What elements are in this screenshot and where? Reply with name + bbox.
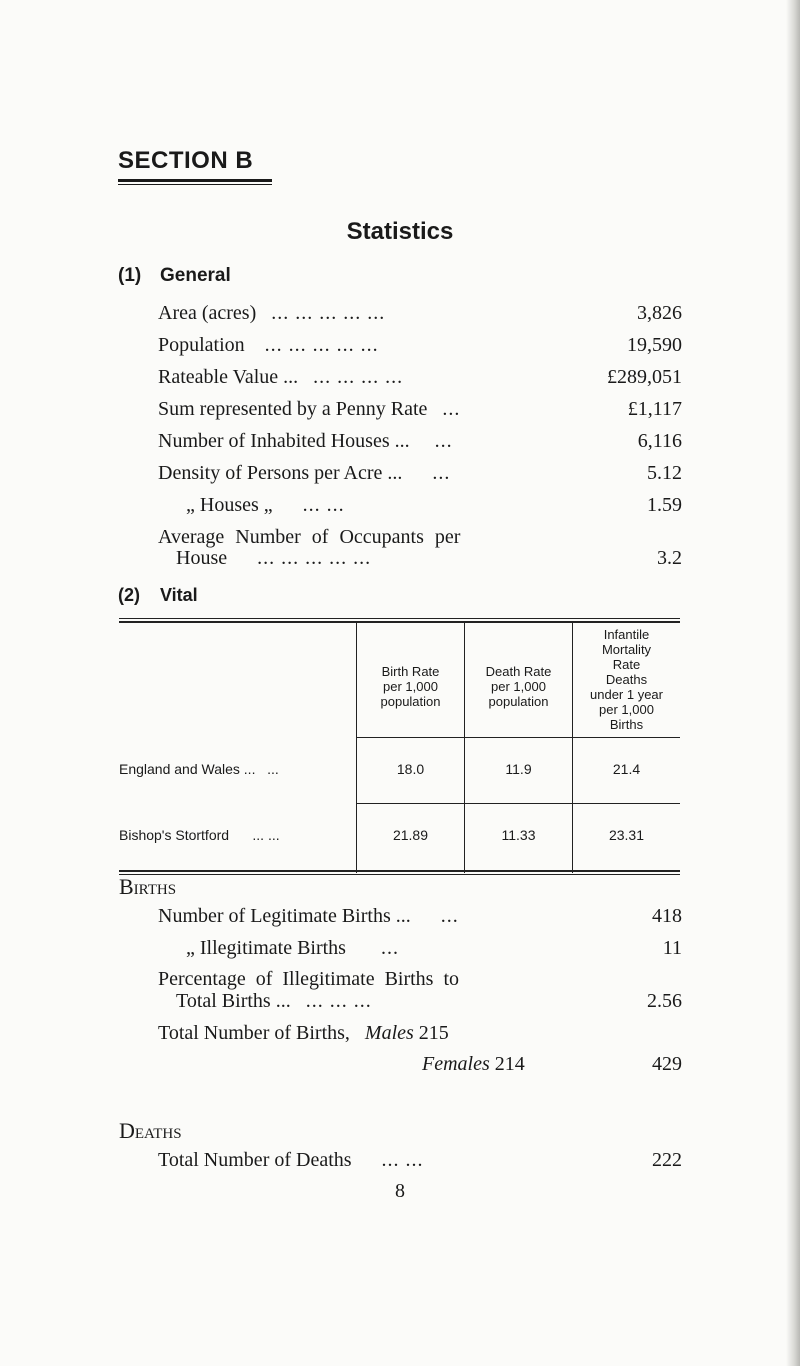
- row-value: 3.2: [657, 547, 682, 569]
- vital-number: (2): [118, 585, 140, 605]
- general-row-penny-rate: [158, 398, 682, 428]
- row-value: 429: [652, 1053, 682, 1075]
- header-line: Deaths: [605, 672, 648, 687]
- row-dots: ...: [380, 937, 399, 959]
- row-dots: ... ... ...: [305, 990, 372, 1012]
- row-value: 418: [652, 905, 682, 927]
- row-label: Percentage of Illegitimate Births to: [158, 968, 460, 990]
- row-label: Total Number of Births,: [158, 1022, 350, 1044]
- row-value: 222: [652, 1149, 682, 1171]
- header-line: per 1,000: [599, 702, 654, 717]
- row-value: 1.59: [647, 494, 682, 516]
- births-row-total-females: [158, 1053, 682, 1083]
- general-number: (1): [118, 265, 142, 286]
- cell-infantile-mortality: 21.4: [612, 761, 641, 777]
- row-label: Population: [158, 334, 245, 356]
- row-value: 19,590: [627, 334, 682, 356]
- row-label: House: [176, 547, 228, 569]
- general-row-area: [158, 302, 682, 332]
- general-row-density-persons: [158, 462, 682, 492]
- row-dots: ...: [432, 462, 451, 484]
- general-row-occupants-line2: [158, 547, 682, 577]
- header-line: Birth Rate: [381, 664, 440, 679]
- row-label: „ Illegitimate Births: [186, 937, 346, 959]
- section-underline: [118, 179, 272, 182]
- table-top-rule: [119, 621, 680, 623]
- cell-death-rate: 11.9: [505, 761, 532, 777]
- general-row-rateable-value: [158, 366, 682, 396]
- row-label: Number of Legitimate Births ...: [158, 905, 411, 927]
- row-dots: ... ... ... ... ...: [257, 547, 372, 569]
- header-line: under 1 year: [590, 687, 663, 702]
- page-heading: Statistics: [346, 218, 454, 245]
- row-dots: ... ...: [381, 1149, 424, 1171]
- row-label: „ Houses „: [186, 494, 273, 516]
- deaths-row-total: [158, 1149, 682, 1179]
- row-dots: ...: [267, 761, 279, 777]
- males-label: Males: [364, 1022, 414, 1044]
- vital-heading: [118, 585, 198, 606]
- births-row-legitimate: [158, 905, 682, 935]
- cell-death-rate: 11.33: [501, 827, 536, 843]
- row-dots: ... ...: [252, 827, 280, 843]
- row-dots: ... ...: [302, 494, 345, 516]
- row-dots: ... ... ... ... ...: [264, 334, 379, 356]
- cell-birth-rate: 21.89: [392, 827, 429, 843]
- header-line: Mortality: [601, 642, 652, 657]
- row-label: Density of Persons per Acre ...: [158, 462, 403, 484]
- births-row-percentage-line2: [158, 990, 682, 1020]
- row-label-bishops-stortford: [119, 827, 280, 843]
- females-value: 214: [494, 1053, 525, 1075]
- deaths-heading: Deaths: [119, 1118, 182, 1143]
- row-dots: ... ... ... ...: [313, 366, 404, 388]
- cell-birth-rate: 18.0: [396, 761, 425, 777]
- cell-infantile-mortality: 23.31: [608, 827, 645, 843]
- general-title: General: [160, 265, 231, 286]
- page-number: 8: [395, 1180, 405, 1202]
- row-label: Total Number of Deaths: [158, 1149, 352, 1171]
- row-label: Number of Inhabited Houses ...: [158, 430, 410, 452]
- header-line: Rate: [612, 657, 641, 672]
- table-bottom-rule: [119, 874, 680, 875]
- row-dots: ...: [434, 430, 453, 452]
- row-dots: ...: [442, 398, 461, 420]
- vital-table: [119, 618, 680, 876]
- row-label: Average Number of Occupants per: [158, 526, 461, 548]
- row-label-england-wales: [119, 761, 279, 777]
- row-label-text: Bishop's Stortford: [119, 827, 230, 843]
- general-row-inhabited-houses: [158, 430, 682, 460]
- header-line: per 1,000: [491, 679, 546, 694]
- row-value: £289,051: [607, 366, 682, 388]
- row-value: 2.56: [647, 990, 682, 1012]
- table-row-rule: [356, 803, 680, 804]
- table-top-rule: [119, 618, 680, 619]
- header-line: Death Rate: [485, 664, 552, 679]
- header-line: per 1,000: [383, 679, 438, 694]
- row-label: Rateable Value ...: [158, 366, 299, 388]
- general-row-density-houses: [158, 494, 682, 524]
- females-label: Females: [422, 1053, 490, 1075]
- row-dots: ...: [440, 905, 459, 927]
- general-heading: [118, 265, 231, 287]
- births-heading: Births: [119, 874, 177, 899]
- column-header-birth-rate: [357, 664, 464, 709]
- header-line: population: [488, 694, 549, 709]
- section-underline-thin: [118, 184, 272, 185]
- header-line: population: [380, 694, 441, 709]
- header-line: Births: [609, 717, 644, 732]
- births-row-illegitimate: [158, 937, 682, 967]
- row-label: Sum represented by a Penny Rate: [158, 398, 428, 420]
- table-bottom-rule: [119, 870, 680, 872]
- column-header-infantile-mortality: [573, 627, 680, 732]
- males-value: 215: [418, 1022, 449, 1044]
- row-value: 11: [662, 937, 682, 959]
- row-value: 5.12: [647, 462, 682, 484]
- page-edge-shadow: [786, 0, 800, 1366]
- table-header-rule: [356, 737, 680, 738]
- births-row-total-males: [158, 1022, 682, 1052]
- row-dots: ... ... ... ... ...: [271, 302, 386, 324]
- row-value: £1,117: [627, 398, 682, 420]
- general-row-population: [158, 334, 682, 364]
- column-header-death-rate: [465, 664, 572, 709]
- section-title: SECTION B: [118, 147, 254, 174]
- row-label-text: England and Wales ...: [119, 761, 256, 777]
- row-label: Total Births ...: [176, 990, 291, 1012]
- row-value: 6,116: [637, 430, 682, 452]
- row-label: Area (acres): [158, 302, 257, 324]
- vital-title: Vital: [160, 585, 198, 605]
- header-line: Infantile: [603, 627, 650, 642]
- row-value: 3,826: [637, 302, 682, 324]
